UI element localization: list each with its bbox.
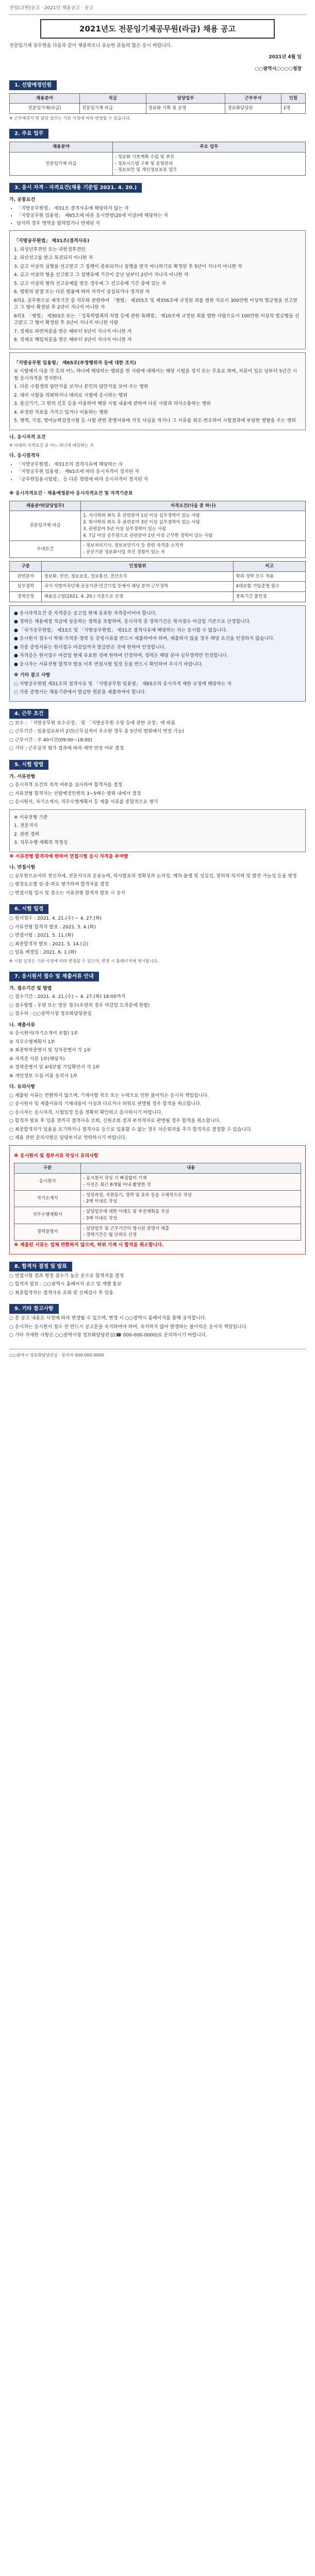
footer: ○○광역시 정보화담당관실 · 문의처 000-000-0000 bbox=[9, 1349, 306, 1359]
list-item: 3. 금고 이상의 실형을 선고받고 그 집행이 종료되거나 집행을 받지 아니하기로 확정된 후 5년이 지나지 아니한 자 bbox=[14, 264, 242, 269]
list-item: 6의3. 「형법」 제303조 또는 「성폭력범죄의 처벌 등에 관한 특례법」 제10조에 규정된 죄를 범한 사람으로서 100만원 이상의 벌금형을 선고받고 그 형이 확정된 후 3년이 지나지 아니한 사람 bbox=[14, 313, 300, 326]
section-title: 2. 주요 업무 bbox=[9, 129, 48, 139]
table-row bbox=[10, 511, 306, 541]
notice-box bbox=[9, 605, 306, 702]
table-cell: 1. 석사학위 취득 후 관련분야 1년 이상 실무경력이 있는 사람 2. 학사학위 취득 후 관련분야 3년 이상 실무경력이 있는 사람 3. 관련분야 5년 이상 실무경력이 있는 사람 4. 7급 이상 공무원으로 관련분야 1년 이상 근무한 경력이 있는 사람 bbox=[81, 511, 306, 541]
list-item: ○ 제출된 서류는 반환하지 않으며, 기재사항 착오 또는 누락으로 인한 불이익은 응시자 책임입니다. bbox=[9, 1093, 209, 1098]
table-cell: 전문임기제 라급 bbox=[79, 104, 146, 114]
table-cell: 우대요건 bbox=[10, 541, 81, 558]
criteria-title: ※ 응시자격요건 · 채용예정분야 응시자격요건 및 자격기준표 bbox=[9, 491, 133, 496]
section-conditions bbox=[9, 709, 306, 753]
table-cell: 학위·경력 모두 적용 bbox=[234, 571, 306, 582]
table-cell: 전문임기제 라급 bbox=[10, 152, 113, 175]
list-item: ○ 각종 증명서는 채용기관에서 발급한 원본을 제출하여야 합니다. bbox=[14, 690, 146, 696]
table-header-cell: 내용 bbox=[81, 1163, 301, 1174]
list-item: ● 응시자는 서류전형 합격자 발표 이후 면접시험 일정 등을 반드시 확인하여 주시기 바랍니다. bbox=[14, 662, 203, 667]
misc-list bbox=[9, 1315, 306, 1340]
list-item: ○ 응시자는 응시원서 접수 전 반드시 공고문을 숙지하여야 하며, 숙지하지 않아 발생하는 불이익은 응시자 책임입니다. bbox=[9, 1324, 248, 1330]
section-schedule bbox=[9, 904, 306, 964]
list-item: ○ 응시자는 응시자격, 시험일정 등을 정확히 확인하고 응시하시기 바랍니다. bbox=[9, 1110, 163, 1115]
list-item: 2. 파산선고를 받고 복권되지 아니한 자 bbox=[14, 256, 93, 261]
table-cell: - 담당업무에 대한 이해도 및 추진계획을 작성 - 3매 이내로 작성 bbox=[81, 1207, 301, 1224]
table-cell: 전문임기제 라급 bbox=[10, 511, 81, 541]
list-item: 6의2. 공무원으로 재직기간 중 직무와 관련하여 「형법」 제355조 및 제356조에 규정된 죄를 범한 자로서 300만원 이상의 벌금형을 선고받고 그 형이 확정된 후 2년이 지나지 아니한 자 bbox=[14, 298, 297, 310]
table-row bbox=[10, 582, 306, 592]
list-item: ● 응시원서 접수시 학위·자격증·경력 등 증빙서류를 반드시 제출하여야 하며, 제출하지 않을 경우 해당 요건을 인정하지 않습니다. bbox=[14, 636, 275, 642]
section-duties bbox=[9, 129, 306, 176]
list-item: 1. 다른 수험생의 답안지를 보거나 본인의 답안지를 보여 주는 행위 bbox=[14, 384, 148, 389]
list-item: 1. 피성년후견인 또는 피한정후견인 bbox=[14, 247, 86, 252]
section-title: 8. 합격자 결정 및 발표 bbox=[9, 1262, 72, 1272]
list-item: 3. 직무수행 계획의 적정성 bbox=[14, 840, 68, 846]
interview-list bbox=[9, 873, 306, 897]
sub-heading: 다. 유의사항 bbox=[9, 1084, 36, 1090]
duties-table bbox=[9, 142, 306, 176]
section-title: 1. 선발예정인원 bbox=[9, 80, 57, 90]
issue-date: 2021년 4월 일 bbox=[269, 54, 302, 60]
list-item: • 「지방공무원 임용령」 제65조에 따른 응시연령(20세 이상)에 해당하는 자 bbox=[16, 213, 306, 220]
list-item: ○ 채용 관련 문의사항은 담당부서로 연락하시기 바랍니다. bbox=[9, 1136, 127, 1141]
table-header-cell: 비고 bbox=[234, 561, 306, 571]
list-item: ④ 자격증 사본 1부(해당자) bbox=[9, 1056, 65, 1062]
sub-heading: 다. 응시결격자 bbox=[9, 453, 40, 459]
list-item: 4. 금고 이상의 형을 선고받고 그 집행유예 기간이 끝난 날부터 2년이 지나지 아니한 자 bbox=[14, 273, 189, 278]
list-item: 8. 징계로 해임처분을 받은 때부터 3년이 지나지 아니한 자 bbox=[14, 337, 132, 343]
application-period-list bbox=[9, 994, 306, 1018]
table-header-cell: 인정범위 bbox=[42, 561, 234, 571]
list-item: ⑥ 개인정보 수집·이용 동의서 1부 bbox=[9, 1073, 78, 1079]
list-item: ○ 응시원서, 자기소개서, 직무수행계획서 등 제출 서류를 종합적으로 평가 bbox=[9, 800, 158, 805]
list-item: ○ 본 공고 내용은 사정에 따라 변경될 수 있으며, 변경 시 ○○광역시 홈페이지를 통해 공지합니다. bbox=[9, 1316, 207, 1321]
table-cell: 자기소개서 bbox=[14, 1190, 81, 1207]
list-item: • 「지방공무원법」 제31조의 결격사유에 해당하는 자 bbox=[16, 462, 306, 469]
section-title: 6. 시험 일정 bbox=[9, 904, 48, 914]
box-title: 「지방공무원 임용령」 제65조(부정행위자 등에 대한 조치) bbox=[14, 360, 136, 366]
list-item: ○ 면접시험 일시 및 장소는 서류전형 합격자 발표 시 공지 bbox=[9, 890, 125, 896]
list-item: 3. 통신기기, 그 밖의 신호 등을 이용하여 해당 시험 내용에 관하여 다른 사람과 의사소통하는 행위 bbox=[14, 401, 211, 406]
table-header-cell: 채용분야 bbox=[10, 93, 80, 104]
list-item: ① 응시원서(자기소개서 포함) 1부 bbox=[9, 1031, 78, 1037]
section-title: 9. 기타 참고사항 bbox=[9, 1304, 59, 1314]
doc-review-list bbox=[9, 782, 306, 806]
common-reqs-list bbox=[16, 206, 306, 228]
section-qualifications bbox=[9, 183, 306, 483]
table-row bbox=[14, 1224, 301, 1241]
criteria-table bbox=[9, 501, 306, 558]
list-item: ② 직무수행계획서 1부 bbox=[9, 1039, 56, 1045]
list-item: ⑤ 경력증명서 및 4대보험 가입확인서 각 1부 bbox=[9, 1065, 100, 1071]
list-item: 5. 금고 이상의 형의 선고유예를 받은 경우에 그 선고유예 기간 중에 있는 자 bbox=[14, 281, 167, 286]
list-item: ● 각종 증빙서류는 원서접수 마감일까지 발급받은 것에 한하여 인정합니다. bbox=[14, 645, 166, 650]
sub-heading: 가. 접수기간 및 방법 bbox=[9, 986, 52, 991]
schedule-list bbox=[9, 916, 306, 957]
list-item: ○ 공무원으로서의 정신자세, 전문지식과 응용능력, 의사발표의 정확성과 논리성, 예의·품행 및 성실성, 창의력·의지력 및 발전 가능성 등을 평정 bbox=[9, 873, 297, 879]
list-item: ○ 응시자격 요건의 적격 여부를 심사하여 합격자를 결정 bbox=[9, 783, 123, 788]
table-cell: 경력산정 bbox=[10, 592, 42, 602]
list-item: ○ 기타 자세한 사항은 ○○광역시청 정보화담당관실(☎ 000-000-0000)로 문의하시기 바랍니다. bbox=[9, 1333, 207, 1338]
list-item: • 「공무원임용시험령」 등 다른 법령에 따라 응시자격이 정지된 자 bbox=[16, 477, 306, 484]
sub-heading: 나. 면접시험 bbox=[9, 865, 36, 871]
list-item: ○ 근무시간 : 주 40시간(09:00~18:00) bbox=[9, 737, 93, 743]
results-list bbox=[9, 1273, 306, 1297]
section-title: 4. 근무 조건 bbox=[9, 709, 48, 719]
section-title: 7. 응시원서 접수 및 제출서류 안내 bbox=[9, 972, 99, 981]
schedule-note: ※ 시험 일정은 기관 사정에 따라 변경될 수 있으며, 변경 시 홈페이지에 게시합니다. bbox=[9, 958, 159, 963]
list-item: ○ 합격자 발표 : ○○광역시 홈페이지 공고 및 개별 통보 bbox=[9, 1282, 122, 1287]
list-item: ● 자격증은 원서접수 마감일 현재 유효한 것에 한하여 인정하며, 경력은 해당 분야 실무경력만 인정합니다. bbox=[14, 653, 228, 659]
list-item: ○ 서류전형 합격자 발표 : 2021. 5. 4.(화) bbox=[9, 924, 96, 930]
sub-heading: 가. 서류전형 bbox=[9, 774, 36, 779]
list-item: 1. 전문지식 bbox=[14, 823, 38, 829]
section-title: 3. 응시 자격 · 자격요건(채용 기준일 2021. 4. 20.) bbox=[9, 183, 142, 193]
documents-list bbox=[9, 1030, 306, 1080]
list-item: ○ 최종합격자가 임용을 포기하거나 결격사유 등으로 임용할 수 없는 경우 차순위자를 추가 합격자로 결정할 수 있습니다. bbox=[9, 1127, 252, 1132]
list-item: ○ 최종합격자 발표 : 2021. 5. 14.(금) bbox=[9, 941, 89, 947]
table-cell: - 정보처리기사, 정보보안기사 등 관련 자격증 소지자 - 공공기관 정보화사업 추진 경험이 있는 자 bbox=[81, 541, 306, 558]
misconduct-list bbox=[14, 368, 301, 425]
list-item: 5. 병역, 가점, 영어능력검정시험 등 시험 관련 증명서류에 거짓 사실을 적거나 그 서류를 위조·변조하여 시험결과에 부당한 영향을 주는 행위 bbox=[14, 418, 296, 423]
list-item: 7. 징계로 파면처분을 받은 때부터 5년이 지나지 아니한 자 bbox=[14, 329, 132, 334]
table-cell: 응시원서 bbox=[14, 1174, 81, 1191]
list-item: ○ 평정요소별 상·중·하로 평가하여 합격자를 결정 bbox=[9, 882, 109, 888]
section-criteria bbox=[9, 490, 306, 602]
table-cell: 전문임기제(라급) bbox=[10, 104, 80, 114]
table-header-cell: 자격요건(다음 중 하나) bbox=[81, 501, 306, 511]
reqs-note: ※ 아래의 자격요건 중 어느 하나에 해당하는 자 bbox=[9, 443, 94, 448]
table-row bbox=[10, 541, 306, 558]
conditions-list bbox=[9, 720, 306, 753]
table-row bbox=[10, 152, 306, 175]
table-cell: 정보화담당관 bbox=[225, 104, 281, 114]
section-title: 5. 시험 방법 bbox=[9, 760, 48, 770]
issuing-org: ○○광역시○○○○청장 bbox=[255, 66, 302, 72]
sub-heading: 나. 응시자격 요건 bbox=[9, 434, 46, 440]
table-header-cell: 직급 bbox=[79, 93, 146, 104]
table-cell: 국가·지방자치단체·공공기관·민간기업 등에서 해당 분야 근무경력 bbox=[42, 582, 234, 592]
list-item: 4. 부정한 자료를 가지고 있거나 이용하는 행위 bbox=[14, 410, 108, 415]
table-row bbox=[14, 1190, 301, 1207]
list-item: ○ 원서접수 : 2021. 4. 21.(수) ~ 4. 27.(화) bbox=[9, 916, 102, 922]
list-item: 2. 관련 경력 bbox=[14, 832, 40, 837]
table-header-cell: 구분 bbox=[10, 561, 42, 571]
table-cell: 실무경력 bbox=[10, 582, 42, 592]
guide-foot: ※ 제출된 서류는 일체 반환하지 않으며, 허위 기재 시 합격을 취소합니다. bbox=[14, 1243, 164, 1248]
table-cell: 채용공고일(2021. 4. 20.) 기준으로 산정 bbox=[42, 592, 234, 602]
list-item: ○ 보수 : 「지방공무원 보수규정」 및 「지방공무원 수당 등에 관한 규정」에 따름 bbox=[9, 720, 175, 726]
list-item: ○ 면접시험 : 2021. 5. 11.(화) bbox=[9, 933, 74, 939]
table-header-cell: 담당업무 bbox=[146, 93, 225, 104]
list-item: ○ 접수방법 : 우편 또는 방문 접수(우편의 경우 마감일 도착분에 한함) bbox=[9, 1003, 150, 1008]
disqualification-box bbox=[9, 230, 306, 349]
list-item: ● 경력은 채용예정 직급에 상응하는 경력을 포함하며, 응시자격 중 경력기간은 원서접수 마감일 기준으로 산정합니다. bbox=[14, 619, 251, 625]
cautions-list bbox=[9, 1093, 306, 1142]
list-item: ③ 최종학력증명서 및 성적증명서 각 1부 bbox=[9, 1048, 91, 1054]
list-item: ○ 최종합격자는 결격사유 조회 및 신체검사 후 임용 bbox=[9, 1290, 113, 1296]
positions-table bbox=[9, 93, 306, 114]
list-item: ○ 기타 : 근무실적 평가 결과에 따라 계약 연장 여부 결정 bbox=[9, 746, 124, 752]
header-line: 전임(교원)공고 · 2021년 채용공고 · 공고 bbox=[9, 5, 306, 15]
excluded-list bbox=[16, 462, 306, 484]
table-cell: - 성장과정, 지원동기, 경력 및 포부 등을 구체적으로 작성 - 2매 이내로 작성 bbox=[81, 1190, 301, 1207]
list-item: ○ 면접시험 결과 평정 점수가 높은 순으로 합격자를 결정 bbox=[9, 1273, 124, 1279]
section-exam-method bbox=[9, 760, 306, 897]
list-item: ○ 응시원서 및 제출서류의 기재내용이 사실과 다르거나 허위로 판명될 경우 합격을 취소합니다. bbox=[9, 1101, 202, 1107]
table-cell: 정보화 기획 및 운영 bbox=[146, 104, 225, 114]
list-item: ○ 접수기간 : 2021. 4. 21.(수) ~ 4. 27.(화) 18:00까지 bbox=[9, 994, 126, 1000]
section-misc bbox=[9, 1304, 306, 1340]
criteria-box bbox=[9, 809, 306, 852]
list-item: ○ 지방공무원법 제31조의 결격사유 및 「지방공무원 임용령」 제65조의 응시자격 제한 규정에 해당하는 자 bbox=[14, 681, 232, 687]
misconduct-box bbox=[9, 352, 306, 430]
table-cell: 4대보험 가입증명 필수 bbox=[234, 582, 306, 592]
table-cell: 직무수행계획서 bbox=[14, 1207, 81, 1224]
section-positions bbox=[9, 80, 306, 122]
list-item: 6. 법원의 판결 또는 다른 법률에 따라 자격이 상실되거나 정지된 자 bbox=[14, 290, 150, 295]
list-item: ○ 접수처 : ○○광역시청 정보화담당관실 bbox=[9, 1011, 92, 1017]
table-row bbox=[10, 571, 306, 582]
table-header-cell: 구분 bbox=[14, 1163, 81, 1174]
sub-heading: 나. 제출서류 bbox=[9, 1022, 36, 1028]
table-cell: 중복기간 불인정 bbox=[234, 592, 306, 602]
disqualification-list bbox=[14, 247, 301, 344]
intro-text: 전문임기제 공무원을 다음과 같이 채용하오니 유능한 분들의 많은 응시 바랍니다. bbox=[9, 43, 172, 48]
list-item: ○ 근무기간 : 임용일로부터 2년(근무실적이 우수한 경우 총 5년의 범위에서 연장 가능) bbox=[9, 729, 185, 735]
list-item: ① 시험에서 다음 각 호의 어느 하나에 해당하는 행위를 한 사람에 대해서는 해당 시험을 정지 또는 무효로 하며, 처분이 있은 날부터 5년간 시험 응시자격을 정지한다. bbox=[14, 369, 297, 381]
table-row bbox=[14, 1207, 301, 1224]
table-cell: 경력증명서 bbox=[14, 1224, 81, 1241]
list-item: 2. 대리 시험을 의뢰하거나 대리로 시험에 응시하는 행위 bbox=[14, 393, 127, 398]
list-item: ○ 서류전형 합격자는 선발예정인원의 3~5배수 범위 내에서 결정 bbox=[9, 791, 141, 796]
list-item: ● 「국가공무원법」 제33조 및 「지방공무원법」 제31조 결격사유에 해당하는 자는 응시할 수 없습니다. bbox=[14, 628, 228, 633]
guide-title: ※ 응시원서 및 첨부서류 작성시 유의사항 bbox=[14, 1153, 98, 1159]
table-row bbox=[10, 104, 306, 114]
table-header-cell: 주요 업무 bbox=[112, 142, 305, 152]
table-cell: - 응시원서 작성 시 빠짐없이 기재 - 사진은 최근 6개월 이내 촬영한 것 bbox=[81, 1174, 301, 1191]
scope-table bbox=[9, 561, 306, 602]
list-item: • 「지방공무원 임용령」 제65조에 따라 응시자격이 정지된 자 bbox=[16, 469, 306, 476]
table-cell: 1명 bbox=[281, 104, 305, 114]
list-item: ※ 서류전형 기준 bbox=[14, 815, 48, 820]
sub-heading: 가. 공통요건 bbox=[9, 197, 36, 202]
doc-review-warning: ※ 서류전형 합격자에 한하여 면접시험 응시 자격을 부여함 bbox=[9, 854, 128, 859]
page-title: 2021년도 전문임기제공무원(라급) 채용 공고 bbox=[40, 19, 275, 39]
box-title: 「지방공무원법」 제31조(결격사유) bbox=[14, 239, 90, 244]
table-row bbox=[14, 1174, 301, 1191]
list-item: ○ 합격자 발표 후 임용 전까지 결격사유 조회, 신원조회 결과 부적격자로 판명될 경우 합격을 취소합니다. bbox=[9, 1118, 221, 1124]
list-item: ○ 임용 예정일 : 2021. 6. 1.(화) bbox=[9, 950, 77, 956]
table-header-cell: 근무부서 bbox=[225, 93, 281, 104]
section-application bbox=[9, 972, 306, 1142]
section-results bbox=[9, 1262, 306, 1297]
table-cell: - 정보화 기본계획 수립 및 추진 - 정보시스템 구축 및 운영관리 - 정보보안 및 개인정보보호 업무 bbox=[112, 152, 305, 175]
list-item: • 남자의 경우 병역을 필하였거나 면제된 자 bbox=[16, 221, 306, 228]
notice-list bbox=[14, 611, 301, 669]
notice-sub: ※ 기타 참고 사항 bbox=[14, 673, 51, 679]
section-writing-guide bbox=[9, 1145, 306, 1255]
list-item: ● 응시자격요건 중 자격증은 공고일 현재 유효한 자격증이어야 합니다. bbox=[14, 611, 157, 616]
list-item: • 「지방공무원법」 제31조 결격사유에 해당하지 않는 자 bbox=[16, 206, 306, 213]
table-header-cell: 채용분야 bbox=[10, 142, 113, 152]
table-cell: 관련분야 bbox=[10, 571, 42, 582]
table-row bbox=[10, 592, 306, 602]
table-header-cell: 채용분야(담당업무) bbox=[10, 501, 81, 511]
table-header-cell: 인원 bbox=[281, 93, 305, 104]
positions-note: ※ 근무예정지 및 담당 업무는 기관 사정에 따라 변경될 수 있습니다. bbox=[9, 116, 131, 121]
document-page bbox=[9, 0, 306, 1364]
table-cell: 정보화, 전산, 정보보호, 정보통신, 전산조직 bbox=[42, 571, 234, 582]
guide-table bbox=[14, 1163, 301, 1241]
table-cell: - 담당업무 및 근무기간이 명시된 증명서 제출 - 경력기간은 월 단위로 산정 bbox=[81, 1224, 301, 1241]
notice-sub-list bbox=[14, 681, 301, 697]
